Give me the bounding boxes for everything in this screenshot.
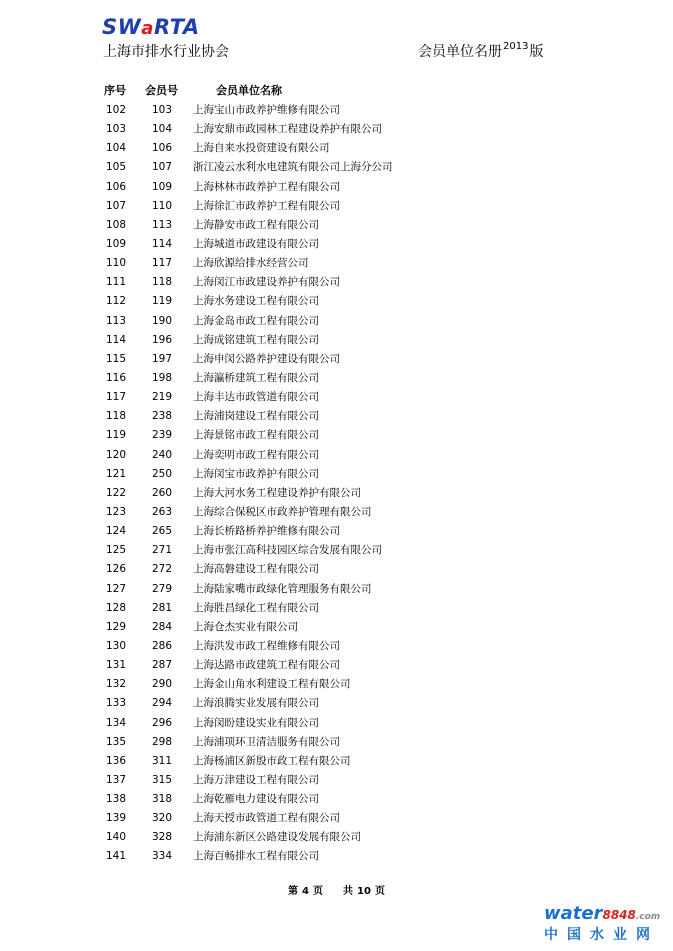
cell-sequence: 114	[106, 333, 127, 346]
cell-sequence: 103	[106, 123, 127, 136]
page-current-number: 4	[302, 886, 310, 897]
cell-sequence: 110	[106, 257, 127, 270]
cell-member-name: 上海万津建设工程有限公司	[193, 773, 319, 786]
cell-sequence: 106	[106, 180, 127, 193]
table-row	[103, 254, 523, 273]
table-row	[103, 139, 523, 158]
cell-member-name: 上海浦项环卫清洁服务有限公司	[193, 735, 340, 748]
cell-sequence: 137	[106, 773, 127, 786]
column-header-member-number: 会员号	[145, 84, 178, 97]
table-row	[103, 771, 523, 790]
table-row	[103, 331, 523, 350]
cell-member-number: 286	[152, 639, 173, 652]
table-row	[103, 618, 523, 637]
cell-member-number: 311	[152, 754, 173, 767]
cell-member-name: 上海洪发市政工程维修有限公司	[193, 639, 340, 652]
cell-member-number: 110	[152, 199, 173, 212]
watermark-dotcom: .com	[635, 912, 661, 922]
cell-member-name: 上海仓杰实业有限公司	[193, 620, 298, 633]
table-row	[103, 350, 523, 369]
cell-member-number: 190	[152, 314, 173, 327]
cell-member-number: 238	[152, 410, 173, 423]
cell-sequence: 128	[106, 601, 127, 614]
cell-member-name: 上海静安市政工程有限公司	[193, 218, 319, 231]
cell-member-name: 上海金山角水利建设工程有限公司	[193, 678, 351, 691]
table-row	[103, 752, 523, 771]
cell-sequence: 123	[106, 505, 127, 518]
page-label-prefix: 第	[288, 886, 299, 897]
cell-member-name: 上海金岛市政工程有限公司	[193, 314, 319, 327]
cell-member-name: 上海自来水投资建设有限公司	[193, 142, 330, 155]
cell-member-name: 上海浦岗建设工程有限公司	[193, 410, 319, 423]
cell-sequence: 116	[106, 371, 127, 384]
table-row	[103, 733, 523, 752]
cell-member-number: 296	[152, 716, 173, 729]
table-row	[103, 312, 523, 331]
cell-sequence: 120	[106, 448, 127, 461]
cell-member-name: 上海申闵公路养护建设有限公司	[193, 352, 340, 365]
table-row	[103, 675, 523, 694]
cell-member-number: 279	[152, 582, 173, 595]
table-header	[103, 82, 523, 100]
cell-member-number: 284	[152, 620, 173, 633]
page-total-number: 10	[357, 886, 371, 897]
cell-member-name: 上海城道市政建设有限公司	[193, 237, 319, 250]
table-row	[103, 292, 523, 311]
cell-member-number: 117	[152, 257, 173, 270]
cell-member-name: 上海达路市政建筑工程有限公司	[193, 659, 340, 672]
document-title-text: 会员单位名册	[418, 44, 502, 60]
cell-member-name: 上海大河水务工程建设养护有限公司	[193, 486, 361, 499]
table-row	[103, 694, 523, 713]
table-row	[103, 503, 523, 522]
cell-member-name: 上海乾雁电力建设有限公司	[193, 793, 319, 806]
cell-member-number: 196	[152, 333, 173, 346]
cell-member-number: 109	[152, 180, 173, 193]
cell-sequence: 119	[106, 429, 127, 442]
table-row	[103, 197, 523, 216]
watermark-logo	[544, 904, 660, 927]
cell-member-name: 上海宝山市政养护维修有限公司	[193, 104, 340, 116]
cell-sequence: 124	[106, 525, 127, 538]
cell-member-number: 119	[152, 295, 173, 308]
cell-member-name: 上海天授市政管道工程有限公司	[193, 812, 340, 825]
page-footer	[0, 884, 673, 900]
cell-member-number: 250	[152, 467, 173, 480]
cell-member-number: 113	[152, 218, 173, 231]
cell-member-number: 240	[152, 448, 173, 461]
cell-sequence: 117	[106, 391, 127, 404]
cell-member-number: 239	[152, 429, 173, 442]
cell-member-number: 298	[152, 735, 173, 748]
logo-text-a: a	[141, 18, 154, 39]
cell-sequence: 126	[106, 563, 127, 576]
cell-sequence: 118	[106, 410, 127, 423]
page-label-unit: 页	[313, 886, 324, 897]
cell-member-number: 263	[152, 505, 173, 518]
cell-sequence: 104	[106, 142, 127, 155]
table-row	[103, 101, 523, 120]
cell-sequence: 134	[106, 716, 127, 729]
cell-sequence: 139	[106, 812, 127, 825]
cell-sequence: 115	[106, 352, 127, 365]
cell-member-name: 浙江凌云水利水电建筑有限公司上海分公司	[193, 161, 393, 174]
table-row	[103, 446, 523, 465]
cell-member-name: 上海市张江高科技园区综合发展有限公司	[193, 544, 382, 557]
cell-sequence: 108	[106, 218, 127, 231]
table-row	[103, 178, 523, 197]
cell-member-name: 上海成铭建筑工程有限公司	[193, 333, 319, 346]
cell-sequence: 136	[106, 754, 127, 767]
cell-member-name: 上海高磐建设工程有限公司	[193, 563, 319, 576]
cell-sequence: 135	[106, 735, 127, 748]
cell-member-number: 272	[152, 563, 173, 576]
table-row	[103, 656, 523, 675]
cell-member-name: 上海浪腾实业发展有限公司	[193, 697, 319, 710]
watermark-number: 8848	[602, 908, 636, 922]
cell-member-number: 294	[152, 697, 173, 710]
cell-sequence: 141	[106, 850, 127, 863]
cell-sequence: 102	[106, 104, 127, 116]
cell-member-number: 315	[152, 773, 173, 786]
cell-member-name: 上海奕明市政工程有限公司	[193, 448, 319, 461]
cell-member-name: 上海徐汇市政养护工程有限公司	[193, 199, 340, 212]
cell-sequence: 127	[106, 582, 127, 595]
cell-member-number: 104	[152, 123, 173, 136]
cell-member-number: 318	[152, 793, 173, 806]
cell-member-name: 上海安鼎市政园林工程建设养护有限公司	[193, 123, 382, 136]
cell-member-name: 上海综合保税区市政养护管理有限公司	[193, 505, 372, 518]
total-label-unit: 页	[374, 886, 385, 897]
cell-member-name: 上海浦东新区公路建设发展有限公司	[193, 831, 361, 844]
table-row	[103, 809, 523, 828]
cell-sequence: 111	[106, 276, 127, 289]
member-table-body	[103, 101, 523, 867]
table-row	[103, 541, 523, 560]
cell-member-number: 287	[152, 659, 173, 672]
cell-member-number: 106	[152, 142, 173, 155]
cell-sequence: 132	[106, 678, 127, 691]
cell-member-name: 上海闵江市政建设养护有限公司	[193, 276, 340, 289]
cell-member-name: 上海陆家嘴市政绿化管理服务有限公司	[193, 582, 372, 595]
table-row	[103, 426, 523, 445]
total-label-prefix: 共	[343, 886, 354, 897]
cell-sequence: 122	[106, 486, 127, 499]
table-row	[103, 637, 523, 656]
cell-member-number: 328	[152, 831, 173, 844]
document-title	[418, 42, 543, 64]
cell-sequence: 121	[106, 467, 127, 480]
table-row	[103, 522, 523, 541]
water8848-watermark	[544, 904, 669, 948]
logo-text-sw: SW	[102, 15, 142, 39]
table-row	[103, 484, 523, 503]
table-row	[103, 407, 523, 426]
cell-member-number: 118	[152, 276, 173, 289]
cell-sequence: 113	[106, 314, 127, 327]
table-row	[103, 599, 523, 618]
table-row	[103, 369, 523, 388]
cell-member-number: 197	[152, 352, 173, 365]
cell-member-name: 上海景铭市政工程有限公司	[193, 429, 319, 442]
table-row	[103, 847, 523, 866]
cell-sequence: 105	[106, 161, 127, 174]
cell-sequence: 112	[106, 295, 127, 308]
cell-member-name: 上海百畅排水工程有限公司	[193, 850, 319, 863]
cell-sequence: 129	[106, 620, 127, 633]
column-header-sequence: 序号	[104, 84, 126, 97]
cell-sequence: 107	[106, 199, 127, 212]
cell-member-number: 103	[152, 104, 173, 116]
organization-name: 上海市排水行业协会	[103, 44, 229, 60]
table-row	[103, 235, 523, 254]
swarta-logo	[102, 14, 200, 40]
cell-sequence: 138	[106, 793, 127, 806]
table-row	[103, 560, 523, 579]
document-title-year: 2013	[503, 41, 529, 52]
cell-member-number: 114	[152, 237, 173, 250]
table-row	[103, 714, 523, 733]
cell-member-name: 上海杨浦区新殷市政工程有限公司	[193, 754, 351, 767]
cell-sequence: 131	[106, 659, 127, 672]
cell-sequence: 130	[106, 639, 127, 652]
table-row	[103, 273, 523, 292]
table-row	[103, 465, 523, 484]
cell-member-number: 198	[152, 371, 173, 384]
cell-member-number: 290	[152, 678, 173, 691]
cell-member-number: 334	[152, 850, 173, 863]
cell-member-name: 上海闵宝市政养护有限公司	[193, 467, 319, 480]
table-row	[103, 580, 523, 599]
cell-member-number: 265	[152, 525, 173, 538]
cell-member-number: 260	[152, 486, 173, 499]
cell-sequence: 133	[106, 697, 127, 710]
cell-sequence: 109	[106, 237, 127, 250]
table-row	[103, 388, 523, 407]
cell-member-name: 上海长桥路桥养护维修有限公司	[193, 525, 340, 538]
watermark-subtitle: 中国水业网	[544, 927, 659, 943]
cell-member-number: 219	[152, 391, 173, 404]
cell-member-number: 320	[152, 812, 173, 825]
cell-member-name: 上海水务建设工程有限公司	[193, 295, 319, 308]
cell-member-name: 上海闵盼建设实业有限公司	[193, 716, 319, 729]
cell-member-number: 271	[152, 544, 173, 557]
table-row	[103, 828, 523, 847]
table-row	[103, 120, 523, 139]
watermark-word: water	[544, 903, 603, 924]
cell-member-name: 上海胜昌绿化工程有限公司	[193, 601, 319, 614]
cell-sequence: 125	[106, 544, 127, 557]
cell-member-name: 上海丰达市政管道有限公司	[193, 391, 319, 404]
cell-member-number: 107	[152, 161, 173, 174]
document-title-suffix: 版	[529, 44, 544, 60]
cell-member-name: 上海瀛桥建筑工程有限公司	[193, 371, 319, 384]
cell-member-name: 上海欣源给排水经营公司	[193, 257, 309, 270]
cell-member-name: 上海林林市政养护工程有限公司	[193, 180, 340, 193]
logo-text-rta: RTA	[153, 15, 200, 39]
cell-sequence: 140	[106, 831, 127, 844]
column-header-member-name: 会员单位名称	[216, 84, 282, 97]
table-row	[103, 216, 523, 235]
cell-member-number: 281	[152, 601, 173, 614]
table-row	[103, 790, 523, 809]
table-row	[103, 158, 523, 177]
